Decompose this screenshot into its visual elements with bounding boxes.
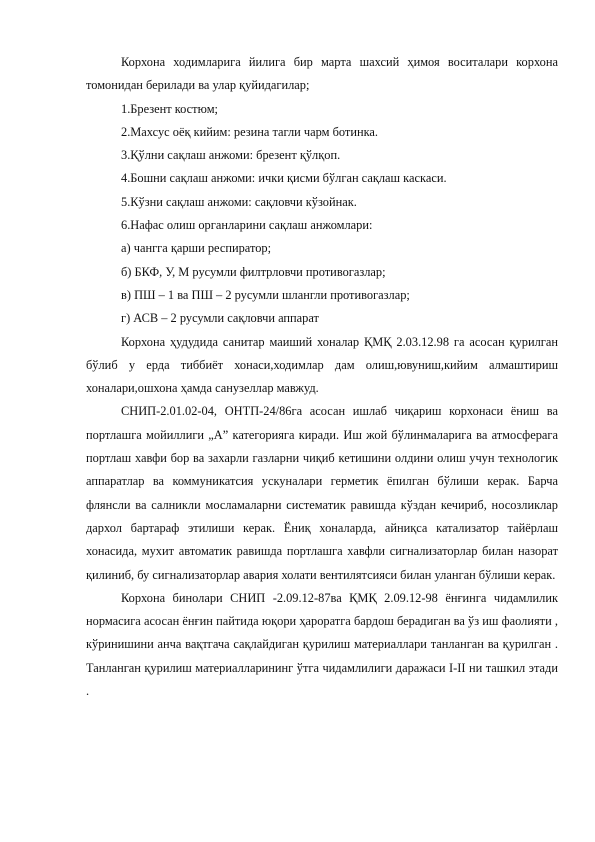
list-item: 3.Қўлни сақлаш анжоми: брезент қўлқоп.: [121, 148, 341, 163]
list-item: б) БКФ, У, М русумли филтрловчи противогазлар;: [121, 264, 386, 279]
paragraph-sanitary-rooms: Корхона ҳудудида санитар маиший хоналар ҚМҚ 2.03.12.98 га асосан қурилган бўлиб у ерда тиббиёт хонаси,ходимлар дам олиш,ювуниш,кийим алмаштириш хоналари,ошхона ҳамда санузеллар мавжуд.: [86, 334, 558, 396]
list-item: в) ПШ – 1 ва ПШ – 2 русумли шлангли противогазлар;: [121, 287, 410, 302]
list-item: г) АСВ – 2 русумли сақловчи аппарат: [121, 311, 319, 326]
paragraph-fire-resistance: Корхона бинолари СНИП -2.09.12-87ва ҚМҚ 2.09.12-98 ёнғинга чидамлилик нормасига асосан ёнғин пайтида юқори ҳароратга бардош берадиган ва ўз иш фаолияти , кўринишини анча вақтгача сақлайдиган қурилиш материаллари танланган ва қурилган . Танланган қурилиш материалларининг ўтга чидамлилиги даражаси I-II ни ташкил этади .: [86, 590, 558, 699]
list-item: 4.Бошни сақлаш анжоми: ички қисми бўлган сақлаш каскаси.: [121, 171, 447, 186]
list-item: 5.Кўзни сақлаш анжоми: сақловчи кўзойнак.: [121, 194, 357, 209]
list-item: 1.Брезент костюм;: [121, 101, 218, 116]
paragraph-protective-equipment: Корхона ходимларига йилига бир марта шахсий ҳимоя воситалари корхона томонидан берилади ва улар қуйидагилар;: [86, 55, 558, 93]
list-item: 2.Махсус оёқ кийим: резина тагли чарм ботинка.: [121, 124, 379, 139]
list-item: 6.Нафас олиш органларини сақлаш анжомлари:: [121, 218, 373, 233]
protective-equipment-list: [86, 98, 558, 331]
paragraph-explosion-safety: СНИП-2.01.02-04, ОНТП-24/86га асосан ишлаб чиқариш корхонаси ёниш ва портлашга мойиллиги „А” категорияга киради. Иш жой бўлинмаларига ва атмосферага портлаш хавфи бор ва захарли газларни чиқиб кетишини олдини олиш учун технологик аппаратлар ва коммуникатсия ускуналари герметик ёпилган бўлиши керак. Барча флянсли ва салникли мосламаларни систематик равишда кўздан кечириб, носозликлар дархол бартараф этилиши керак. Ёниқ хоналарда, айниқса катализатор тайёрлаш хонасида, мухит автоматик равишда портлашга хавфли сигнализаторлар билан назорат қилиниб, бу сигнализаторлар авария холати вентилятсияси билан уланган бўлиши керак.: [86, 404, 558, 582]
document-page: [86, 51, 558, 703]
list-item: а) чангга қарши респиратор;: [121, 241, 272, 256]
